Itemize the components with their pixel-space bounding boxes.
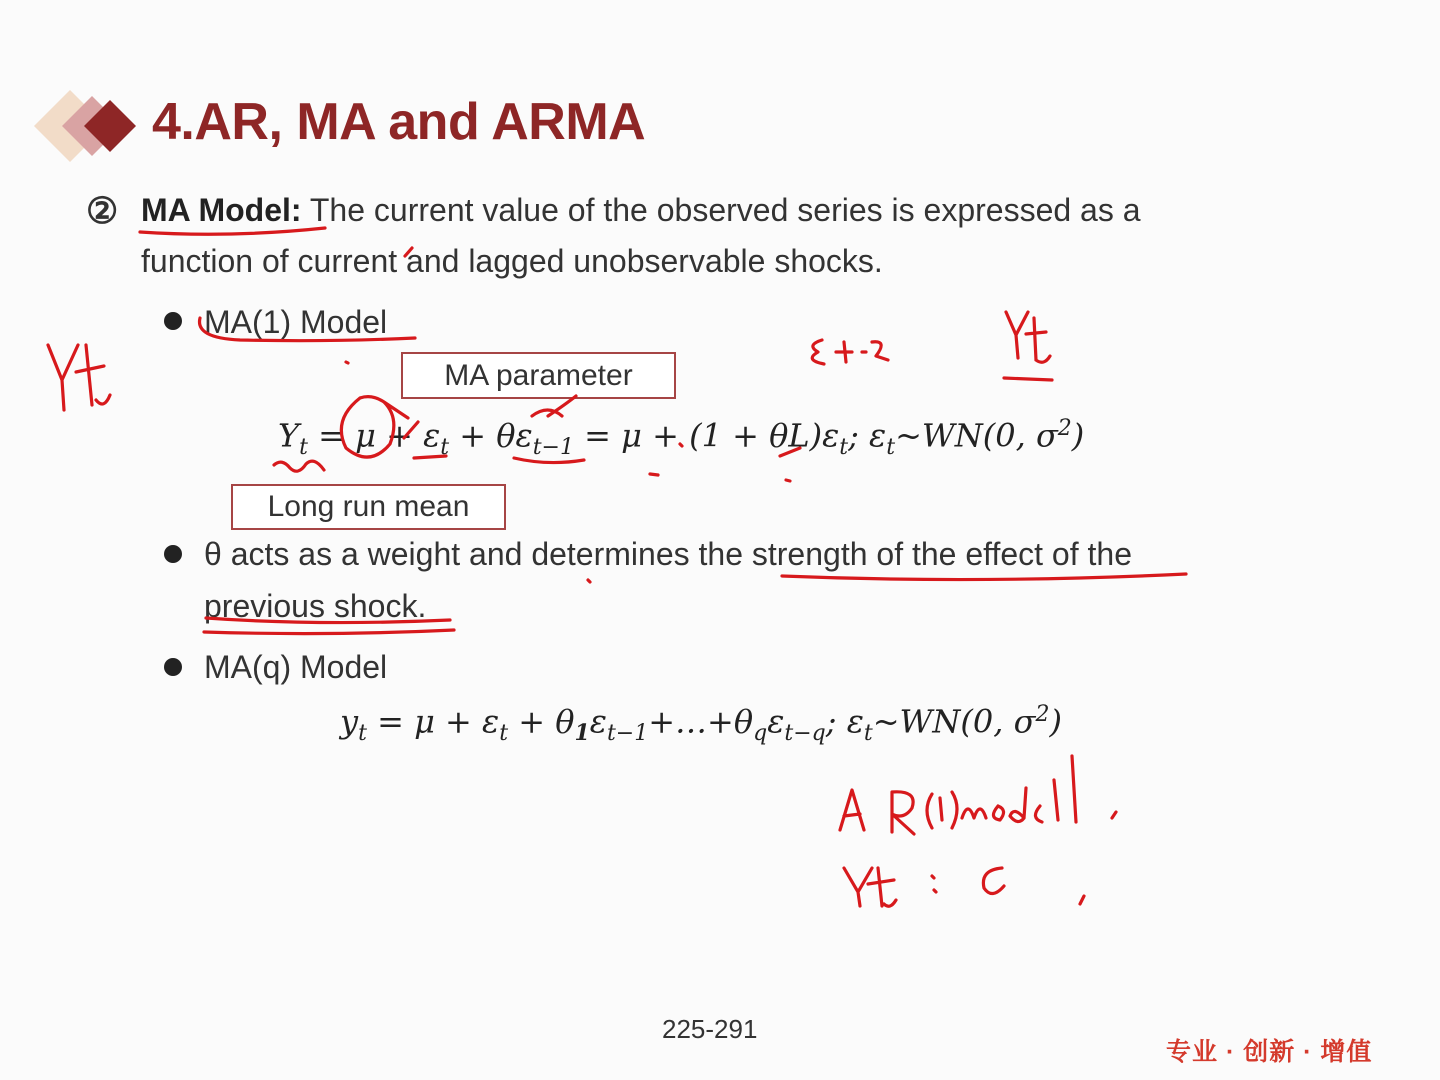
bullet-ma1-label: MA(1) Model: [204, 304, 388, 340]
slide-title: 4.AR, MA and ARMA: [152, 93, 646, 151]
section-heading: MA Model:: [141, 192, 302, 228]
section-number: ②: [86, 190, 119, 231]
section-text-line1: The current value of the observed series is expressed as a: [301, 192, 1141, 228]
long-run-mean-callout: Long run mean: [231, 484, 506, 530]
bullet-theta-line1: θ acts as a weight and determines the strength of the effect of the: [204, 536, 1132, 572]
ma1-formula: $Y_t = \mu + \varepsilon_t + \theta\varepsilon_{t-1} = \mu + (1 + \theta L)\varepsilon_t$; $\varepsilon_t\sim WN(0$, $\sigma^2$): [278, 416, 1085, 461]
ma-parameter-callout: MA parameter: [401, 352, 676, 399]
section-text-line2: function of current and lagged unobservable shocks.: [141, 243, 883, 279]
footer-slogan: 专业 · 创新 · 增值: [1166, 1038, 1373, 1066]
bullet-theta-line2: previous shock.: [204, 588, 427, 624]
bullet-maq-label: MA(q) Model: [204, 649, 388, 685]
page-number: 225-291: [662, 1014, 758, 1044]
maq-formula: $y_t = \mu + \varepsilon_t$ + $\theta_1\varepsilon_{t-1}+\dots+\theta_q\varepsilon_{t-q}$; $\varepsilon_t\sim WN(0$, $\sigma^2$): [340, 702, 1062, 747]
